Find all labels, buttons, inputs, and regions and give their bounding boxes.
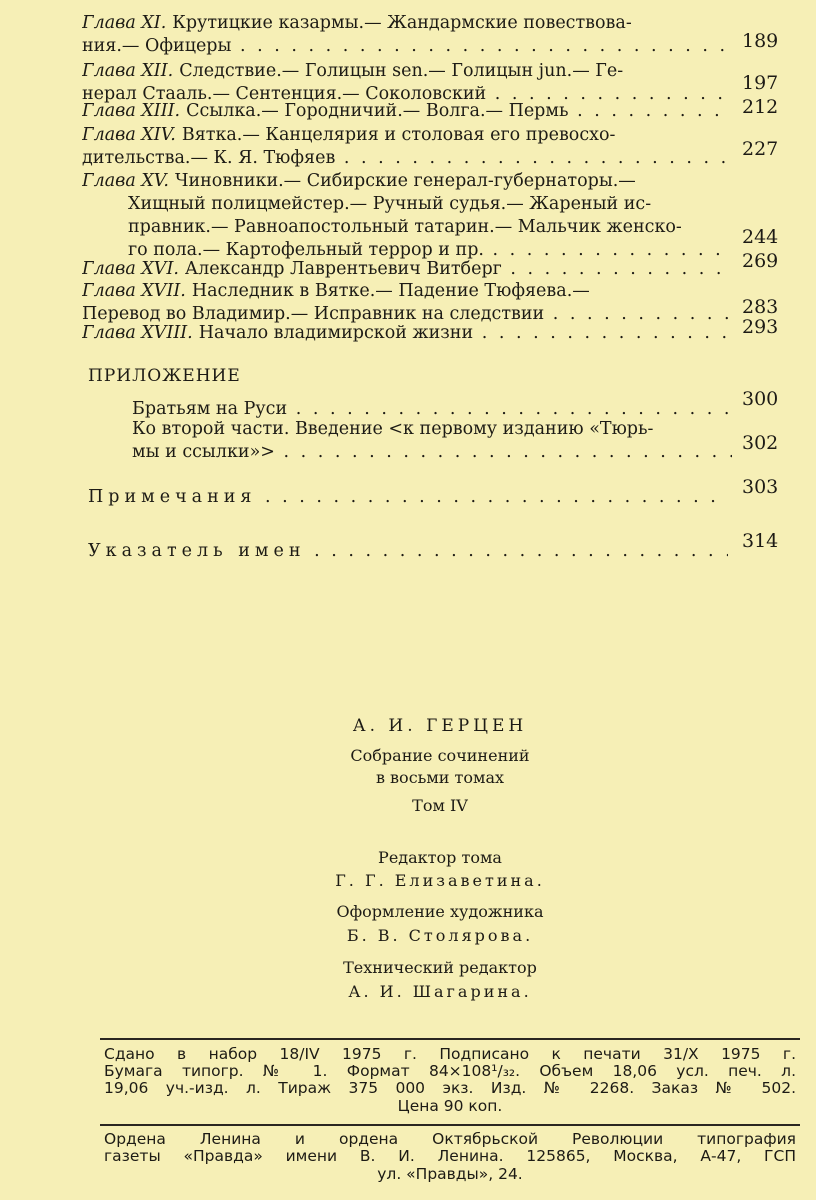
page-number: 189 xyxy=(742,30,779,52)
page-number: 244 xyxy=(742,226,779,248)
chapter-title-line: го пола.— Картофельный террор и пр. xyxy=(128,240,484,260)
chapter-title-line: правник.— Равноапостольный татарин.— Мальчик женско- xyxy=(128,217,682,237)
chapter-title-line: Начало владимирской жизни xyxy=(198,323,474,343)
page-number: 302 xyxy=(742,432,779,454)
chapter-title-line: Перевод во Владимир.— Исправник на следствии xyxy=(82,304,545,324)
volume-number: Том IV xyxy=(412,796,468,815)
page-number: 300 xyxy=(742,388,779,410)
appendix-title-line: мы и ссылки»> xyxy=(132,442,275,462)
imprint-line: Сдано в набор 18/IV 1975 г. Подписано к печати 31/X 1975 г. xyxy=(104,1045,796,1063)
appendix-heading: ПРИЛОЖЕНИЕ xyxy=(88,366,241,386)
chapter-label: Глава XV. xyxy=(82,171,169,191)
dot-leader xyxy=(544,304,728,324)
imprint-middle-rule xyxy=(100,1124,800,1126)
printer-line: Ордена Ленина и ордена Октябрьской Революции типография xyxy=(104,1130,796,1148)
printer-address-line: ул. «Правды», 24. xyxy=(377,1165,523,1183)
toc-entry xyxy=(82,170,728,262)
appendix-entry xyxy=(132,418,732,464)
notes-label: Примечания xyxy=(88,487,257,507)
dot-leader xyxy=(502,259,728,279)
page-number: 227 xyxy=(742,138,779,160)
chapter-title-line: ния.— Офицеры xyxy=(82,36,232,56)
imprint-line: Бумага типогр. № 1. Формат 84×108¹/₃₂. Объем 18,06 усл. печ. л. xyxy=(104,1062,796,1080)
chapter-label: Глава XVIII. xyxy=(82,323,193,343)
dot-leader xyxy=(335,148,728,168)
chapter-label: Глава XIV. xyxy=(82,125,176,145)
page-number: 293 xyxy=(742,316,779,338)
dot-leader xyxy=(569,101,728,121)
toc-entry xyxy=(82,12,728,58)
chapter-title-line: Ссылка.— Городничий.— Волга.— Пермь xyxy=(186,101,569,121)
chapter-label: Глава XVI. xyxy=(82,259,179,279)
design-name: Б. В. Столярова. xyxy=(346,926,534,945)
chapter-title-line: Александр Лаврентьевич Витберг xyxy=(184,259,502,279)
printer-line: газеты «Правда» имени В. И. Ленина. 125865, Москва, А-47, ГСП xyxy=(104,1147,796,1165)
chapter-title-line: нерал Стааль.— Сентенция.— Соколовский xyxy=(82,84,487,104)
chapter-label: Глава XIII. xyxy=(82,101,181,121)
chapter-label: Глава XII. xyxy=(82,61,174,81)
series-subtitle: в восьми томах xyxy=(375,768,505,787)
chapter-title-line: Наследник в Вятке.— Падение Тюфяева.— xyxy=(191,281,590,301)
chapter-title-line: Хищный полицмейстер.— Ручный судья.— Жареный ис- xyxy=(128,194,652,214)
index-entry xyxy=(88,540,728,563)
dot-leader xyxy=(473,323,728,343)
toc-entry xyxy=(82,100,728,123)
chapter-title-line: Крутицкие казармы.— Жандармские повествова- xyxy=(172,13,632,33)
price-line: Цена 90 коп. xyxy=(397,1097,503,1115)
design-label: Оформление художника xyxy=(336,902,544,921)
dot-leader xyxy=(484,240,728,260)
editor-label: Редактор тома xyxy=(378,848,502,867)
dot-leader xyxy=(275,442,732,462)
index-label: Указатель имен xyxy=(88,541,306,561)
editor-name: Г. Г. Елизаветина. xyxy=(335,871,545,890)
toc-entry xyxy=(82,258,728,281)
chapter-title-line: Следствие.— Голицын sen.— Голицын jun.— Ге- xyxy=(179,61,624,81)
chapter-title-line: дительства.— К. Я. Тюфяев xyxy=(82,148,336,168)
chapter-title-line: Чиновники.— Сибирские генерал-губернаторы.— xyxy=(174,171,636,191)
dot-leader xyxy=(231,36,728,56)
imprint-top-rule xyxy=(100,1038,800,1040)
notes-page-number: 303 xyxy=(742,476,779,498)
appendix-title-line: Ко второй части. Введение <к первому изданию «Тюрь- xyxy=(132,419,654,439)
dot-leader xyxy=(287,399,732,419)
toc-entry xyxy=(82,322,728,345)
index-page-number: 314 xyxy=(742,530,779,552)
author-name: А. И. ГЕРЦЕН xyxy=(352,716,528,736)
page-number: 212 xyxy=(742,96,779,118)
toc-entry xyxy=(82,280,728,326)
chapter-label: Глава XI. xyxy=(82,13,167,33)
page-number: 197 xyxy=(742,72,779,94)
notes-entry xyxy=(88,486,728,509)
page-number: 283 xyxy=(742,296,779,318)
imprint-line: 19,06 уч.-изд. л. Тираж 375 000 экз. Изд. № 2268. Заказ № 502. xyxy=(104,1079,796,1097)
appendix-title-line: Братьям на Руси xyxy=(132,399,288,419)
page-number: 269 xyxy=(742,250,779,272)
toc-entry xyxy=(82,124,728,170)
chapter-title-line: Вятка.— Канцелярия и столовая его превосхо- xyxy=(181,125,616,145)
tech-editor-label: Технический редактор xyxy=(343,958,537,977)
series-title: Собрание сочинений xyxy=(350,746,530,765)
chapter-label: Глава XVII. xyxy=(82,281,186,301)
tech-editor-name: А. И. Шагарина. xyxy=(348,982,532,1001)
